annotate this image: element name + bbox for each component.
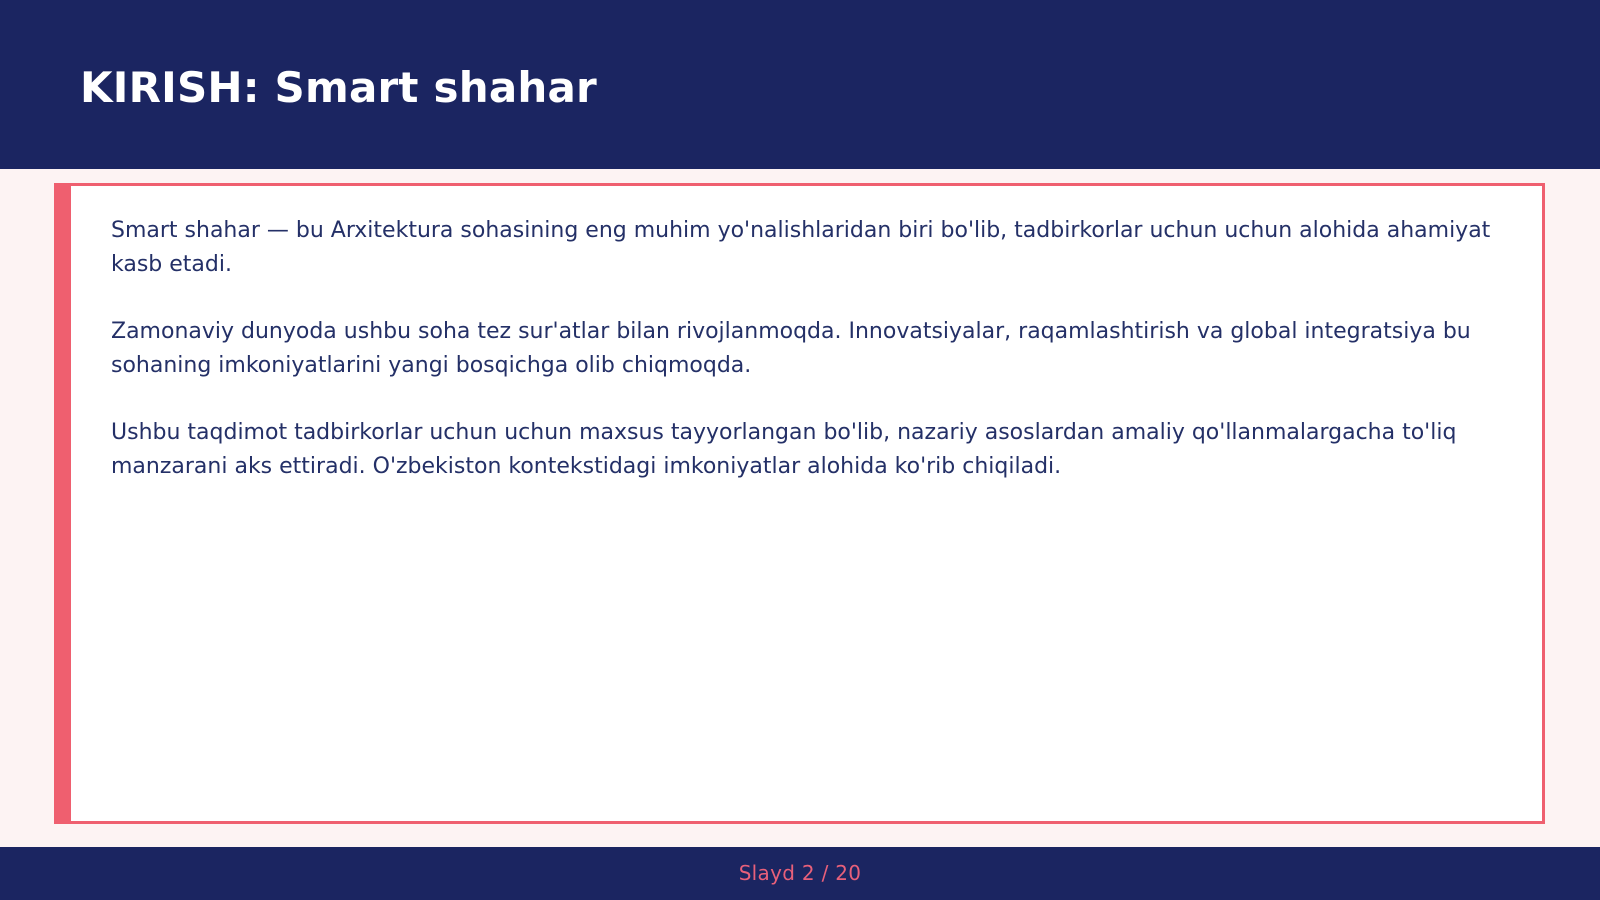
content-card <box>54 183 1545 824</box>
slide-footer <box>0 847 1600 900</box>
slide-title: KIRISH: Smart shahar <box>80 63 597 112</box>
paragraph-modern-world: Zamonaviy dunyoda ushbu soha tez sur'atlar bilan rivojlanmoqda. Innovatsiyalar, raqamlashtirish va global integratsiya bu sohaning imkoniyatlarini yangi bosqichga olib chiqmoqda. <box>111 319 1471 378</box>
slide-counter: Slayd 2 / 20 <box>738 861 862 885</box>
content-body <box>111 214 1511 517</box>
paragraph-presentation-scope: Ushbu taqdimot tadbirkorlar uchun uchun maxsus tayyorlangan bo'lib, nazariy asoslardan amaliy qo'llanmalargacha to'liq manzarani aks ettiradi. O'zbekiston kontekstidagi imkoniyatlar alohida ko'rib chiqiladi. <box>111 420 1457 479</box>
slide-header <box>0 0 1600 169</box>
paragraph-intro: Smart shahar — bu Arxitektura sohasining eng muhim yo'nalishlaridan biri bo'lib, tadbirkorlar uchun uchun alohida ahamiyat kasb etadi. <box>111 218 1491 277</box>
